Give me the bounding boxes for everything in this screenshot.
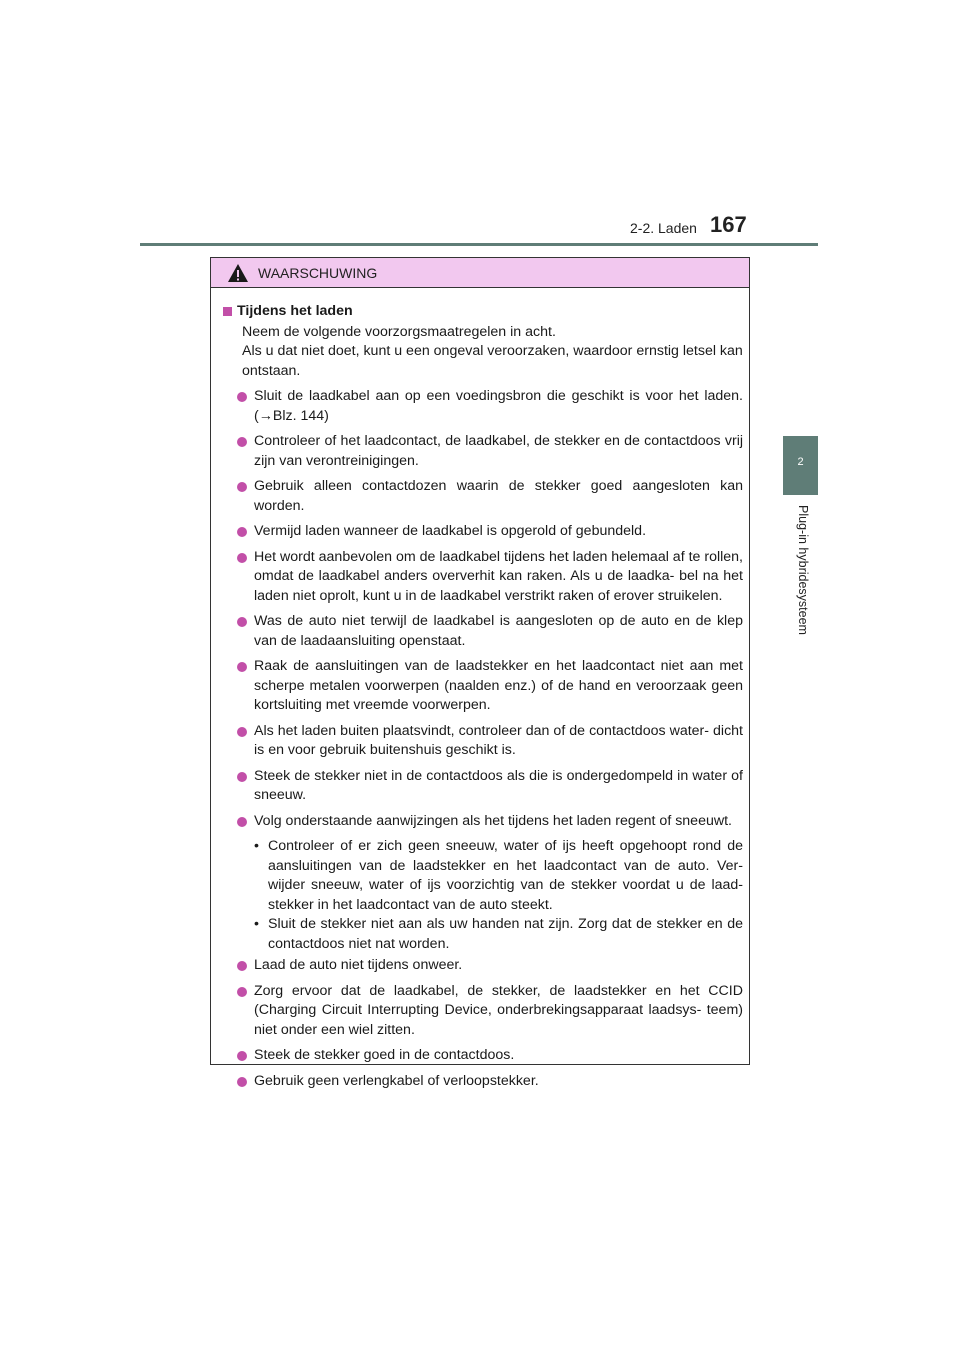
list-item	[223, 812, 743, 832]
list-item-text: Volg onderstaande aanwijzingen als het tijdens het laden regent of sneeuwt.	[254, 812, 732, 829]
bullet-dot-icon	[237, 527, 247, 537]
list-item	[223, 657, 743, 716]
list-item-text: Laad de auto niet tijdens onweer.	[254, 957, 463, 973]
bullet-dot-icon	[237, 437, 247, 447]
list-item-text: Het wordt aanbevolen om de laadkabel tijdens het laden helemaal af te rollen, omdat de laadkabel anders oververhit kan raken. Als u de laadka- bel na het laden niet oprolt, kunt u in de laadkabel verstrikt raken of erover struikelen.	[254, 548, 743, 604]
bullet-dot-icon	[237, 392, 247, 402]
list-item	[223, 982, 743, 1041]
list-item-text: Controleer of het laadcontact, de laadkabel, de stekker en de contactdoos vrij zijn van verontreinigingen.	[254, 433, 743, 469]
list-item	[223, 522, 743, 542]
list-item	[223, 548, 743, 607]
list-item	[223, 767, 743, 806]
bullet-dot-icon	[237, 987, 247, 997]
sub-list-item	[223, 837, 743, 915]
bullet-dot-icon	[237, 482, 247, 492]
list-item	[223, 722, 743, 761]
list-item	[223, 1072, 743, 1092]
warning-box	[210, 257, 750, 1089]
sub-list-item	[223, 915, 743, 954]
list-item-text: Zorg ervoor dat de laadkabel, de stekker, de laadstekker en het CCID (Charging Circuit Interrupting Device, onderbrekingsapparaat laadsys- teem) niet onder een wiel zitten.	[254, 982, 743, 1038]
list-item-text: Sluit de laadkabel aan op een voedingsbron die geschikt is voor het laden. (→Blz. 144)	[254, 388, 743, 424]
list-item	[223, 612, 743, 651]
sub-bullet-icon: •	[254, 916, 259, 932]
bullet-dot-icon	[237, 772, 247, 782]
sub-bullet-icon: •	[254, 838, 259, 854]
intro-line: Als u dat niet doet, kunt u een ongeval veroorzaken, waardoor ernstig letsel kan ontstaan.	[242, 343, 743, 379]
bullet-dot-icon	[237, 961, 247, 971]
list-item-text: Gebruik alleen contactdozen waarin de stekker goed aangesloten kan worden.	[254, 478, 743, 514]
section-heading	[223, 302, 743, 322]
chapter-side-label: Plug-in hybridesysteem	[796, 505, 810, 635]
sub-list	[223, 837, 743, 954]
list-item-text: Als het laden buiten plaatsvindt, controleer dan of de contactdoos water- dicht is en voor gebruik buitenshuis geschikt is.	[254, 722, 743, 758]
bullet-dot-icon	[237, 727, 247, 737]
warning-title: WAARSCHUWING	[258, 264, 378, 281]
bullet-dot-icon	[237, 1051, 247, 1061]
list-item-text: Steek de stekker goed in de contactdoos.	[254, 1047, 515, 1063]
list-item-text: Gebruik geen verlengkabel of verloopstekker.	[254, 1072, 539, 1089]
warning-body	[211, 288, 749, 1091]
sub-list-item-text: Sluit de stekker niet aan als uw handen nat zijn. Zorg dat de stekker en de contactdoos niet nat worden.	[268, 916, 743, 952]
list-item-text: Vermijd laden wanneer de laadkabel is opgerold of gebundeld.	[254, 523, 647, 539]
list-item-text: Steek de stekker niet in de contactdoos als die is ondergedompeld in water of sneeuw.	[254, 767, 743, 803]
list-item	[223, 387, 743, 426]
intro-line: Neem de volgende voorzorgsmaatregelen in acht.	[242, 323, 556, 340]
list-item-text: Raak de aansluitingen van de laadstekker en het laadcontact niet aan met scherpe metalen voorwerpen (naalden enz.) of de hand en veroorzaak geen kortsluiting met vreemde voorwerpen.	[254, 658, 743, 713]
square-bullet-icon	[223, 307, 232, 316]
section-heading-text: Tijdens het laden	[237, 303, 353, 319]
bullet-dot-icon	[237, 817, 247, 827]
chapter-tab-number: 2	[797, 456, 804, 468]
page-number: 167	[710, 212, 747, 237]
warning-triangle-icon	[227, 263, 249, 283]
list-item	[223, 1046, 743, 1066]
bullet-dot-icon	[237, 662, 247, 672]
list-item	[223, 477, 743, 516]
header-rule	[140, 243, 818, 246]
list-item	[223, 956, 743, 976]
header-section-title: 2-2. Laden	[630, 220, 697, 236]
list-item-text: Was de auto niet terwijl de laadkabel is aangesloten op de auto en de klep van de laadaansluiting openstaat.	[254, 613, 743, 649]
sub-list-item-text: Controleer of er zich geen sneeuw, water of ijs heeft opgehoopt rond de aansluitingen van de laadstekker en het laadcontact van de auto. Ver- wijder sneeuw, water of ijs voorzichtig van de stekker voordat u de laad- stekker in het laadcontact van de auto steekt.	[268, 838, 743, 913]
bullet-dot-icon	[237, 617, 247, 627]
bullet-dot-icon	[237, 553, 247, 563]
list-item	[223, 432, 743, 471]
warning-header	[211, 258, 749, 288]
bullet-dot-icon	[237, 1077, 247, 1087]
